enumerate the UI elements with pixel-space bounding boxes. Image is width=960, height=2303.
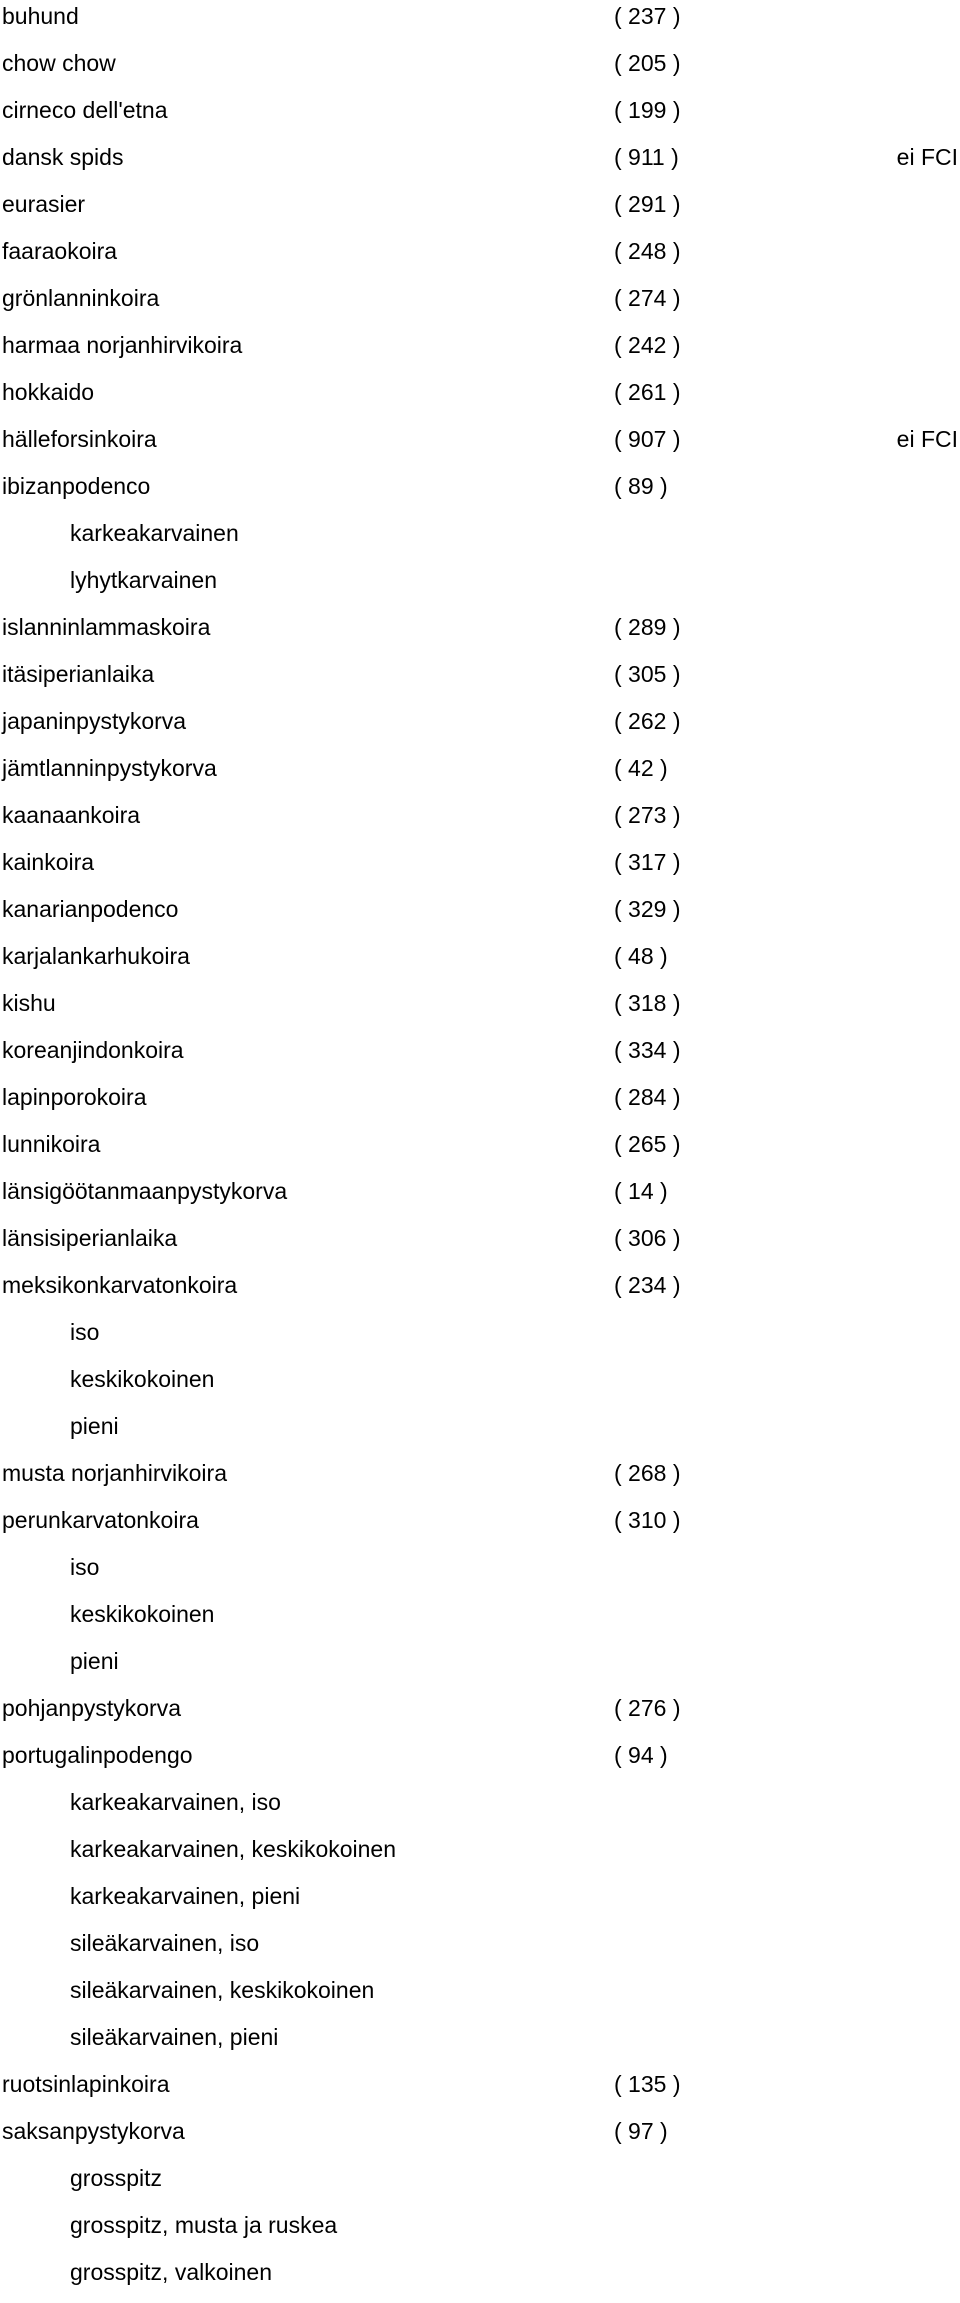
breed-name: dansk spids <box>2 144 124 170</box>
variety-row <box>0 2209 960 2256</box>
breed-code: ( 268 ) <box>614 1460 681 1486</box>
breed-name: länsigöötanmaanpystykorva <box>2 1178 288 1204</box>
breed-name: ruotsinlapinkoira <box>2 2071 170 2097</box>
breed-row <box>0 235 960 282</box>
breed-row <box>0 47 960 94</box>
breed-name: grönlanninkoira <box>2 285 160 311</box>
breed-name: meksikonkarvatonkoira <box>2 1272 238 1298</box>
variety-name: karkeakarvainen <box>70 520 239 546</box>
breed-name: kishu <box>2 990 56 1016</box>
breed-code: ( 284 ) <box>614 1084 681 1110</box>
breed-code: ( 94 ) <box>614 1742 668 1768</box>
breed-code: ( 42 ) <box>614 755 668 781</box>
breed-row <box>0 1034 960 1081</box>
breed-name: kainkoira <box>2 849 95 875</box>
breed-name: chow chow <box>2 50 116 76</box>
breed-row <box>0 376 960 423</box>
breed-code: ( 262 ) <box>614 708 681 734</box>
breed-row <box>0 2068 960 2115</box>
breed-code: ( 276 ) <box>614 1695 681 1721</box>
breed-row <box>0 423 960 470</box>
breed-name: saksanpystykorva <box>2 2118 185 2144</box>
breed-name: japaninpystykorva <box>2 708 187 734</box>
variety-row <box>0 1410 960 1457</box>
variety-name: pieni <box>70 1648 119 1674</box>
breed-code: ( 318 ) <box>614 990 681 1016</box>
breed-row <box>0 1692 960 1739</box>
breed-code: ( 135 ) <box>614 2071 681 2097</box>
variety-row <box>0 1551 960 1598</box>
breed-name: jämtlanninpystykorva <box>2 755 217 781</box>
breed-code: ( 274 ) <box>614 285 681 311</box>
breed-name: hokkaido <box>2 379 95 405</box>
variety-name: lyhytkarvainen <box>70 567 218 593</box>
breed-row <box>0 893 960 940</box>
breed-row <box>0 188 960 235</box>
breed-code: ( 306 ) <box>614 1225 681 1251</box>
variety-name: keskikokoinen <box>70 1601 215 1627</box>
variety-row <box>0 564 960 611</box>
breed-name: faaraokoira <box>2 238 118 264</box>
variety-name: iso <box>70 1319 100 1345</box>
breed-row <box>0 705 960 752</box>
breed-name: hälleforsinkoira <box>2 426 157 452</box>
variety-row <box>0 517 960 564</box>
breed-row <box>0 987 960 1034</box>
breed-row <box>0 1081 960 1128</box>
breed-row <box>0 752 960 799</box>
breed-row <box>0 611 960 658</box>
breed-row <box>0 1457 960 1504</box>
breed-row <box>0 1222 960 1269</box>
breed-code: ( 48 ) <box>614 943 668 969</box>
breed-code: ( 911 ) <box>614 144 679 170</box>
variety-row <box>0 1316 960 1363</box>
variety-name: grosspitz, musta ja ruskea <box>70 2212 338 2238</box>
breed-row <box>0 94 960 141</box>
breed-row <box>0 846 960 893</box>
breed-name: koreanjindonkoira <box>2 1037 184 1063</box>
breed-code: ( 237 ) <box>614 3 681 29</box>
breed-row <box>0 141 960 188</box>
breed-name: buhund <box>2 3 79 29</box>
breed-row <box>0 1128 960 1175</box>
variety-row <box>0 1974 960 2021</box>
breed-code: ( 273 ) <box>614 802 681 828</box>
variety-name: karkeakarvainen, keskikokoinen <box>70 1836 397 1862</box>
variety-row <box>0 1363 960 1410</box>
breed-row <box>0 282 960 329</box>
breed-name: itäsiperianlaika <box>2 661 155 687</box>
breed-row <box>0 1504 960 1551</box>
breed-row <box>0 1739 960 1786</box>
breed-code: ( 205 ) <box>614 50 681 76</box>
variety-row <box>0 2162 960 2209</box>
breed-code: ( 317 ) <box>614 849 681 875</box>
breed-name: musta norjanhirvikoira <box>2 1460 227 1486</box>
breed-code: ( 289 ) <box>614 614 681 640</box>
variety-name: keskikokoinen <box>70 1366 215 1392</box>
breed-code: ( 234 ) <box>614 1272 681 1298</box>
breed-row <box>0 1175 960 1222</box>
variety-row <box>0 1645 960 1692</box>
breed-row <box>0 0 960 47</box>
variety-row <box>0 2021 960 2068</box>
breed-code: ( 14 ) <box>614 1178 668 1204</box>
fci-note: ei FCI <box>896 426 958 452</box>
breed-code: ( 97 ) <box>614 2118 668 2144</box>
variety-name: pieni <box>70 1413 119 1439</box>
breed-name: islanninlammaskoira <box>2 614 211 640</box>
variety-name: karkeakarvainen, iso <box>70 1789 281 1815</box>
breed-name: karjalankarhukoira <box>2 943 190 969</box>
breed-code: ( 907 ) <box>614 426 681 452</box>
breed-row <box>0 329 960 376</box>
breed-name: perunkarvatonkoira <box>2 1507 199 1533</box>
breed-name: kanarianpodenco <box>2 896 179 922</box>
breed-code: ( 261 ) <box>614 379 681 405</box>
breed-name: länsisiperianlaika <box>2 1225 178 1251</box>
breed-name: kaanaankoira <box>2 802 141 828</box>
variety-name: iso <box>70 1554 100 1580</box>
breed-code: ( 89 ) <box>614 473 668 499</box>
variety-name: sileäkarvainen, pieni <box>70 2024 279 2050</box>
variety-name: sileäkarvainen, keskikokoinen <box>70 1977 375 2003</box>
variety-row <box>0 1880 960 1927</box>
breed-code: ( 305 ) <box>614 661 681 687</box>
breed-row <box>0 470 960 517</box>
breed-name: eurasier <box>2 191 86 217</box>
breed-row <box>0 658 960 705</box>
breed-code: ( 265 ) <box>614 1131 681 1157</box>
breed-name: portugalinpodengo <box>2 1742 193 1768</box>
breed-row <box>0 940 960 987</box>
variety-row <box>0 1598 960 1645</box>
breed-name: lapinporokoira <box>2 1084 147 1110</box>
breed-name: ibizanpodenco <box>2 473 151 499</box>
breed-code: ( 291 ) <box>614 191 681 217</box>
variety-name: grosspitz, valkoinen <box>70 2259 272 2285</box>
breed-code: ( 199 ) <box>614 97 681 123</box>
variety-name: sileäkarvainen, iso <box>70 1930 260 1956</box>
breed-name: cirneco dell'etna <box>2 97 168 123</box>
breed-code: ( 242 ) <box>614 332 681 358</box>
breed-name: lunnikoira <box>2 1131 101 1157</box>
breed-code: ( 329 ) <box>614 896 681 922</box>
breed-name: pohjanpystykorva <box>2 1695 181 1721</box>
variety-name: karkeakarvainen, pieni <box>70 1883 301 1909</box>
breed-code: ( 248 ) <box>614 238 681 264</box>
fci-note: ei FCI <box>896 144 958 170</box>
variety-row <box>0 1927 960 1974</box>
variety-row <box>0 1786 960 1833</box>
breed-code: ( 310 ) <box>614 1507 681 1533</box>
breed-row <box>0 1269 960 1316</box>
breed-row <box>0 2115 960 2162</box>
variety-name: grosspitz <box>70 2165 163 2191</box>
breed-code: ( 334 ) <box>614 1037 681 1063</box>
breed-name: harmaa norjanhirvikoira <box>2 332 243 358</box>
variety-row <box>0 1833 960 1880</box>
breed-row <box>0 799 960 846</box>
